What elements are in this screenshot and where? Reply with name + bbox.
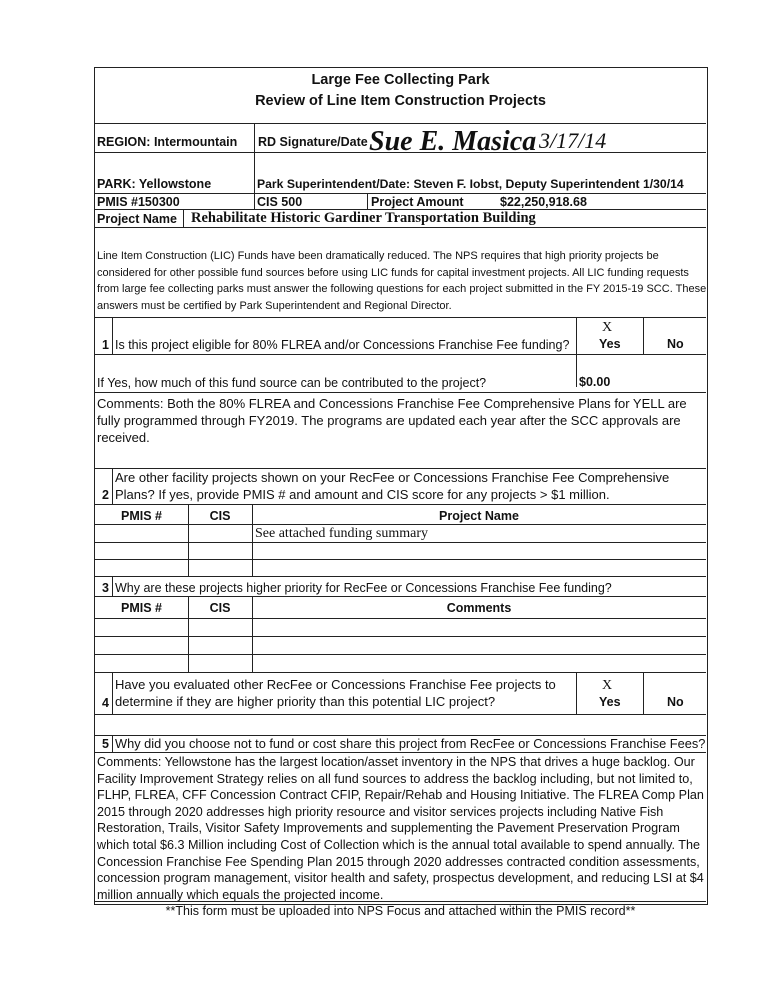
- rd-date: 3/17/14: [539, 128, 607, 153]
- q1-no-label: No: [667, 337, 684, 351]
- review-form: [94, 67, 708, 918]
- q1-amount: $0.00: [579, 375, 611, 389]
- project-name-label: Project Name: [97, 212, 177, 226]
- q4-no-label: No: [667, 695, 684, 709]
- project-amount-value: $22,250,918.68: [500, 195, 587, 209]
- rd-signature-label: RD Signature/Date: [258, 135, 368, 149]
- table2-row1-project-name: See attached funding summary: [255, 526, 429, 541]
- q4-number: 4: [102, 696, 109, 710]
- park-superintendent-field: Park Superintendent/Date: Steven F. Iobst, Deputy Superintendent 1/30/14: [257, 177, 684, 191]
- pmis-field: PMIS #150300: [97, 195, 180, 209]
- footer-note: **This form must be uploaded into NPS Focus and attached within the PMIS record**: [165, 904, 636, 918]
- comments-q5: Comments: Yellowstone has the largest location/asset inventory in the NPS that drives a huge backlog. Our Facility Improvement Strategy relies on all fund sources to address the backlog including, but not limited to, FLHP, FLREA, CFF Concession Contract CFIP, Repair/Rehab and Housing Initiative. The FLREA Comp Plan 2015 through 2020 addresses high priority resource and visitor services projects including Native Fish Restoration, Trails, Visitor Safety Improvements and supplementing the Pavement Preservation Program which total $6.3 Million including Cost of Collection which is the annual total available to spend annually. The Concession Franchise Fee Spending Plan 2015 through 2020 addresses contracted condition assessments, concession program management, visitor health and safety, prospectus development, and reducing LSI at $4 million annually which equals the projected income.: [97, 755, 704, 902]
- q3-number: 3: [102, 581, 109, 595]
- q4-question: Have you evaluated other RecFee or Concessions Franchise Fee projects to determine if they are higher priority than this potential LIC project?: [115, 677, 556, 709]
- q1-yes-label: Yes: [599, 337, 621, 351]
- q1-followup: If Yes, how much of this fund source can be contributed to the project?: [97, 376, 487, 390]
- rd-signature-text: Sue E. Masica: [369, 126, 537, 157]
- intro-paragraph: Line Item Construction (LIC) Funds have been dramatically reduced. The NPS requires that high priority projects be considered for other possible fund sources before using LIC funds for capital investment projects. All LIC funding requests from large fee collecting parks must answer the following questions for each project submitted in the FY 2015-19 SCC. These answers must be certified by Park Superintendent and Regional Director.: [97, 250, 707, 312]
- comments-q1: Comments: Both the 80% FLREA and Concessions Franchise Fee Comprehensive Plans for YELL are fully programmed through FY2019. The programs are updated each year after the SCC approvals are received.: [97, 396, 687, 445]
- q5-number: 5: [102, 737, 109, 751]
- park-field: PARK: Yellowstone: [97, 177, 212, 191]
- table2-header-project-name: Project Name: [439, 509, 519, 523]
- q1-number: 1: [102, 338, 109, 352]
- project-amount-label: Project Amount: [371, 195, 464, 209]
- table3-header-pmis: PMIS #: [121, 601, 162, 615]
- q2-number: 2: [102, 488, 109, 502]
- table3-header-cis: CIS: [209, 601, 231, 615]
- form-subtitle: Review of Line Item Construction Projects: [255, 93, 546, 109]
- table3-header-comments: Comments: [446, 601, 512, 615]
- q4-yes-mark: X: [602, 678, 613, 693]
- q5-question: Why did you choose not to fund or cost share this project from RecFee or Concessions Franchise Fees?: [115, 736, 706, 751]
- cis-field: CIS 500: [257, 195, 303, 209]
- q4-yes-label: Yes: [599, 695, 621, 709]
- q3-question: Why are these projects higher priority for RecFee or Concessions Franchise Fee funding?: [115, 581, 612, 595]
- q1-question: Is this project eligible for 80% FLREA and/or Concessions Franchise Fee funding?: [115, 338, 570, 352]
- project-name-value: Rehabilitate Historic Gardiner Transportation Building: [191, 210, 536, 226]
- table2-header-pmis: PMIS #: [121, 509, 162, 523]
- table2-header-cis: CIS: [209, 509, 231, 523]
- q2-question: Are other facility projects shown on your RecFee or Concessions Franchise Fee Comprehensive Plans? If yes, provide PMIS # and amount and CIS score for any projects > $1 million.: [115, 470, 670, 502]
- form-title: Large Fee Collecting Park: [311, 72, 490, 88]
- region-field: REGION: Intermountain: [97, 135, 238, 149]
- q1-yes-mark: X: [602, 320, 613, 335]
